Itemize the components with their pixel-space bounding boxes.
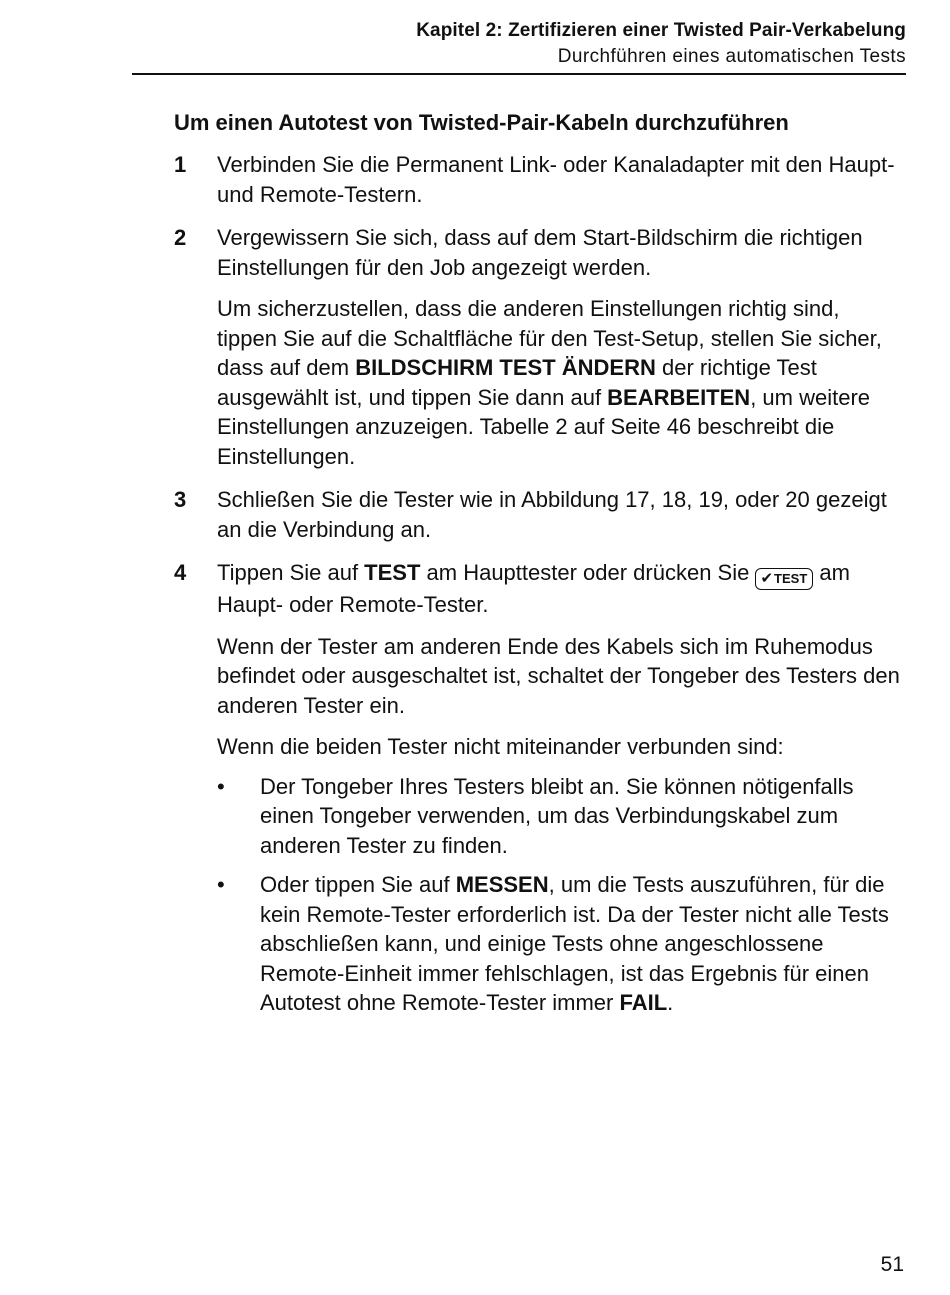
step-text-part: Tippen Sie auf xyxy=(217,560,365,585)
step-paragraph: Wenn die beiden Tester nicht miteinander verbunden sind: xyxy=(217,734,784,759)
procedure-title: Um einen Autotest von Twisted-Pair-Kabeln durchzuführen xyxy=(174,110,789,135)
step-text-part: am Haupttester oder drücken Sie xyxy=(420,560,756,585)
test-key-icon xyxy=(755,568,813,590)
step-paragraph: Wenn der Tester am anderen Ende des Kabels sich im Ruhemodus befindet oder ausgeschaltet ist, schaltet der Tongeber des Testers den anderen Tester ein. xyxy=(217,633,900,718)
step-3 xyxy=(174,485,904,544)
bullet-text-part: Oder tippen Sie auf xyxy=(260,872,456,897)
bullet-icon: • xyxy=(217,872,225,897)
bullet-text-part: , um die Tests auszuführen, für die kein Remote-Tester erforderlich ist. Da der Tester nicht alle Tests abschließen kann, und einige Tests ohne angeschlossene Remote-Einheit immer fehlschlagen, ist das Ergebnis für einen Autotest ohne Remote-Tester immer xyxy=(260,872,889,1015)
header-divider xyxy=(132,73,906,75)
ui-term-change-test-screen: BILDSCHIRM TEST ÄNDERN xyxy=(355,355,656,380)
step-2 xyxy=(174,223,904,471)
step-text: Verbinden Sie die Permanent Link- oder Kanaladapter mit den Haupt- und Remote-Testern. xyxy=(217,152,895,207)
step-4 xyxy=(174,558,904,1018)
step-text-part: am Haupt- oder Remote-Tester. xyxy=(217,560,850,617)
step-text: Vergewissern Sie sich, dass auf dem Start-Bildschirm die richtigen Einstellungen für den Job angezeigt werden. xyxy=(217,225,863,280)
ui-term-edit: BEARBEITEN xyxy=(607,384,751,410)
note-text: , um weitere Einstellungen anzuzeigen. Tabelle 2 auf Seite 46 beschreibt die Einstellungen. xyxy=(217,384,871,469)
note-text: der richtige Test ausgewählt ist, und tippen Sie dann auf xyxy=(217,355,817,410)
bullet-icon: • xyxy=(217,773,225,799)
ui-term-test: TEST xyxy=(364,560,421,585)
step-text xyxy=(217,558,904,620)
step-number: 3 xyxy=(174,487,187,512)
bullet-text xyxy=(260,870,904,1018)
page-number: 51 xyxy=(880,1253,904,1276)
step-number: 1 xyxy=(174,152,187,177)
bullet-text: Der Tongeber Ihres Testers bleibt an. Sie können nötigenfalls einen Tongeber verwenden, um das Verbindungskabel zum anderen Tester zu finden. xyxy=(260,773,854,858)
test-key-label: TEST xyxy=(774,571,808,586)
bullet-item xyxy=(217,870,904,1018)
running-header xyxy=(416,18,906,70)
ui-term-measure: MESSEN xyxy=(455,872,549,897)
step-text: Schließen Sie die Tester wie in Abbildung 17, 18, 19, oder 20 gezeigt an die Verbindung an. xyxy=(217,487,887,542)
result-fail: FAIL xyxy=(619,990,668,1015)
bullet-text-part: . xyxy=(667,990,674,1015)
step-1 xyxy=(174,150,904,209)
note-text: Um sicherzustellen, dass die anderen Einstellungen richtig sind, tippen Sie auf die Schaltfläche für den Test-Setup, stellen Sie sicher, dass auf dem xyxy=(217,296,882,380)
step-note xyxy=(217,294,904,471)
chapter-title: Kapitel 2: Zertifizieren einer Twisted Pair-Verkabelung xyxy=(416,20,906,41)
section-title: Durchführen eines automatischen Tests xyxy=(557,46,906,67)
main-content xyxy=(174,108,904,1032)
bullet-item xyxy=(217,772,904,861)
check-icon: ✔ xyxy=(760,570,774,587)
step-number: 4 xyxy=(174,560,187,585)
step-number: 2 xyxy=(174,225,187,250)
